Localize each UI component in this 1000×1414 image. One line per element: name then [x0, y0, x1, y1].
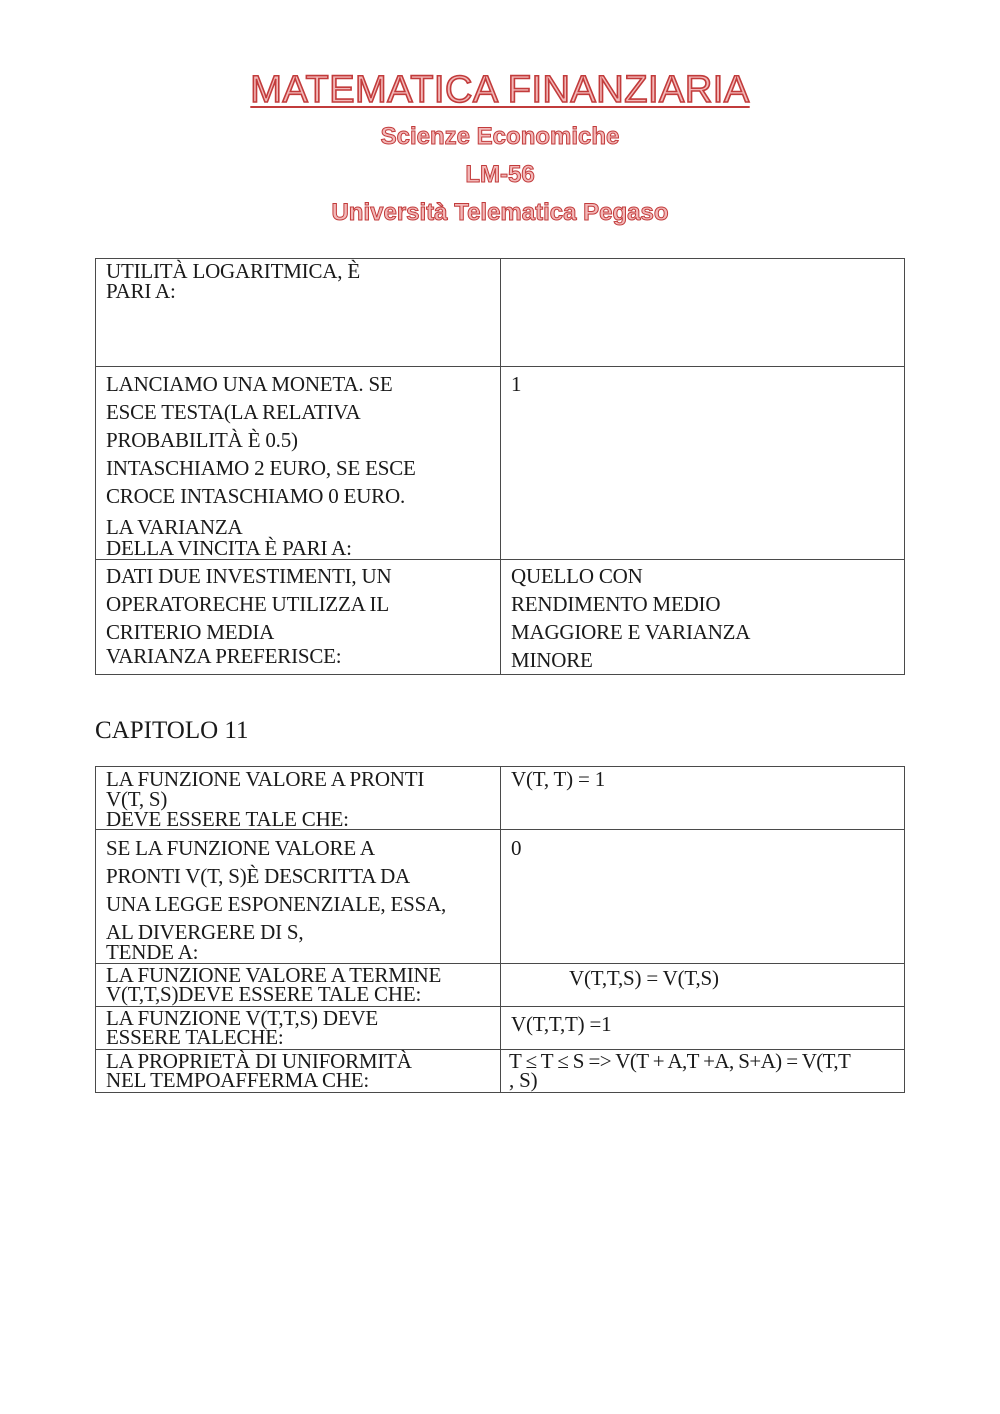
- answer-cell: [501, 964, 905, 1007]
- question-line: DEVE ESSERE TALE CHE:: [106, 807, 349, 830]
- document-title: MATEMATICA FINANZIARIA: [250, 69, 750, 111]
- table-row: [96, 1007, 905, 1050]
- answer-line: 0: [511, 836, 522, 860]
- question-line: LA PROPRIETÀ DI UNIFORMITÀ: [106, 1049, 412, 1073]
- answer-line: T ≤ T ≤ S => V(T + A,T +A, S+A) = V(T,T: [509, 1049, 851, 1073]
- answer-line: , S): [509, 1068, 538, 1092]
- answer-cell: [501, 259, 905, 367]
- question-line: CROCE INTASCHIAMO 0 EURO.: [106, 484, 405, 508]
- document-header: [0, 66, 1000, 232]
- question-line: PRONTI V(T, S)È DESCRITTA DA: [106, 864, 411, 888]
- question-cell: [96, 259, 501, 367]
- question-line: LA FUNZIONE VALORE A TERMINE: [106, 963, 442, 987]
- answer-cell: [501, 1007, 905, 1050]
- table-row: [96, 259, 905, 367]
- question-line: DELLA VINCITA È PARI A:: [106, 536, 352, 560]
- question-cell: [96, 560, 501, 675]
- university-name: Università Telematica Pegaso: [331, 199, 669, 226]
- question-line: UNA LEGGE ESPONENZIALE, ESSA,: [106, 892, 447, 916]
- answer-line: V(T,T,S) = V(T,S): [569, 966, 719, 990]
- table-row: [96, 1050, 905, 1093]
- answer-cell: [501, 560, 905, 675]
- question-line: PROBABILITÀ È 0.5): [106, 428, 298, 452]
- question-line: ESSERE TALECHE:: [106, 1025, 284, 1049]
- table-row: [96, 767, 905, 830]
- question-line: DATI DUE INVESTIMENTI, UN: [106, 564, 392, 588]
- question-line: SE LA FUNZIONE VALORE A: [106, 836, 375, 860]
- question-line: LANCIAMO UNA MONETA. SE: [106, 372, 393, 396]
- table-row: [96, 964, 905, 1007]
- question-line: TENDE A:: [106, 940, 199, 964]
- table-row: [96, 560, 905, 675]
- question-cell: [96, 1050, 501, 1093]
- chapter-heading: CAPITOLO 11: [95, 717, 249, 744]
- question-cell: [96, 767, 501, 830]
- question-line: NEL TEMPOAFFERMA CHE:: [106, 1068, 370, 1092]
- question-cell: [96, 1007, 501, 1050]
- question-line: LA FUNZIONE VALORE A PRONTI: [106, 767, 425, 791]
- course-code: LM-56: [465, 161, 535, 188]
- question-line: PARI A:: [106, 279, 176, 303]
- question-line: V(T,T,S)DEVE ESSERE TALE CHE:: [106, 982, 422, 1006]
- question-line: AL DIVERGERE DI S,: [106, 920, 304, 944]
- answer-line: QUELLO CON: [511, 564, 643, 588]
- qa-table-1: [95, 258, 905, 675]
- answer-line: 1: [511, 372, 522, 396]
- question-line: OPERATORECHE UTILIZZA IL: [106, 592, 389, 616]
- question-line: INTASCHIAMO 2 EURO, SE ESCE: [106, 456, 416, 480]
- question-cell: [96, 964, 501, 1007]
- question-cell: [96, 367, 501, 560]
- answer-line: V(T,T,T) =1: [511, 1012, 612, 1036]
- answer-line: MINORE: [511, 648, 593, 672]
- faculty-name: Scienze Economiche: [380, 123, 620, 150]
- answer-line: MAGGIORE E VARIANZA: [511, 620, 751, 644]
- question-line: CRITERIO MEDIA: [106, 620, 275, 644]
- question-line: LA FUNZIONE V(T,T,S) DEVE: [106, 1006, 379, 1030]
- answer-line: RENDIMENTO MEDIO: [511, 592, 721, 616]
- qa-table-2: [95, 766, 905, 1093]
- answer-cell: [501, 367, 905, 560]
- question-line: V(T, S): [106, 787, 168, 811]
- question-line: VARIANZA PREFERISCE:: [106, 644, 342, 668]
- question-line: UTILITÀ LOGARITMICA, È: [106, 259, 360, 283]
- answer-cell: [501, 767, 905, 830]
- answer-cell: [501, 830, 905, 964]
- table-row: [96, 830, 905, 964]
- question-cell: [96, 830, 501, 964]
- answer-cell: [501, 1050, 905, 1093]
- question-line: LA VARIANZA: [106, 515, 243, 539]
- table-row: [96, 367, 905, 560]
- question-line: ESCE TESTA(LA RELATIVA: [106, 400, 361, 424]
- answer-line: V(T, T) = 1: [511, 767, 606, 791]
